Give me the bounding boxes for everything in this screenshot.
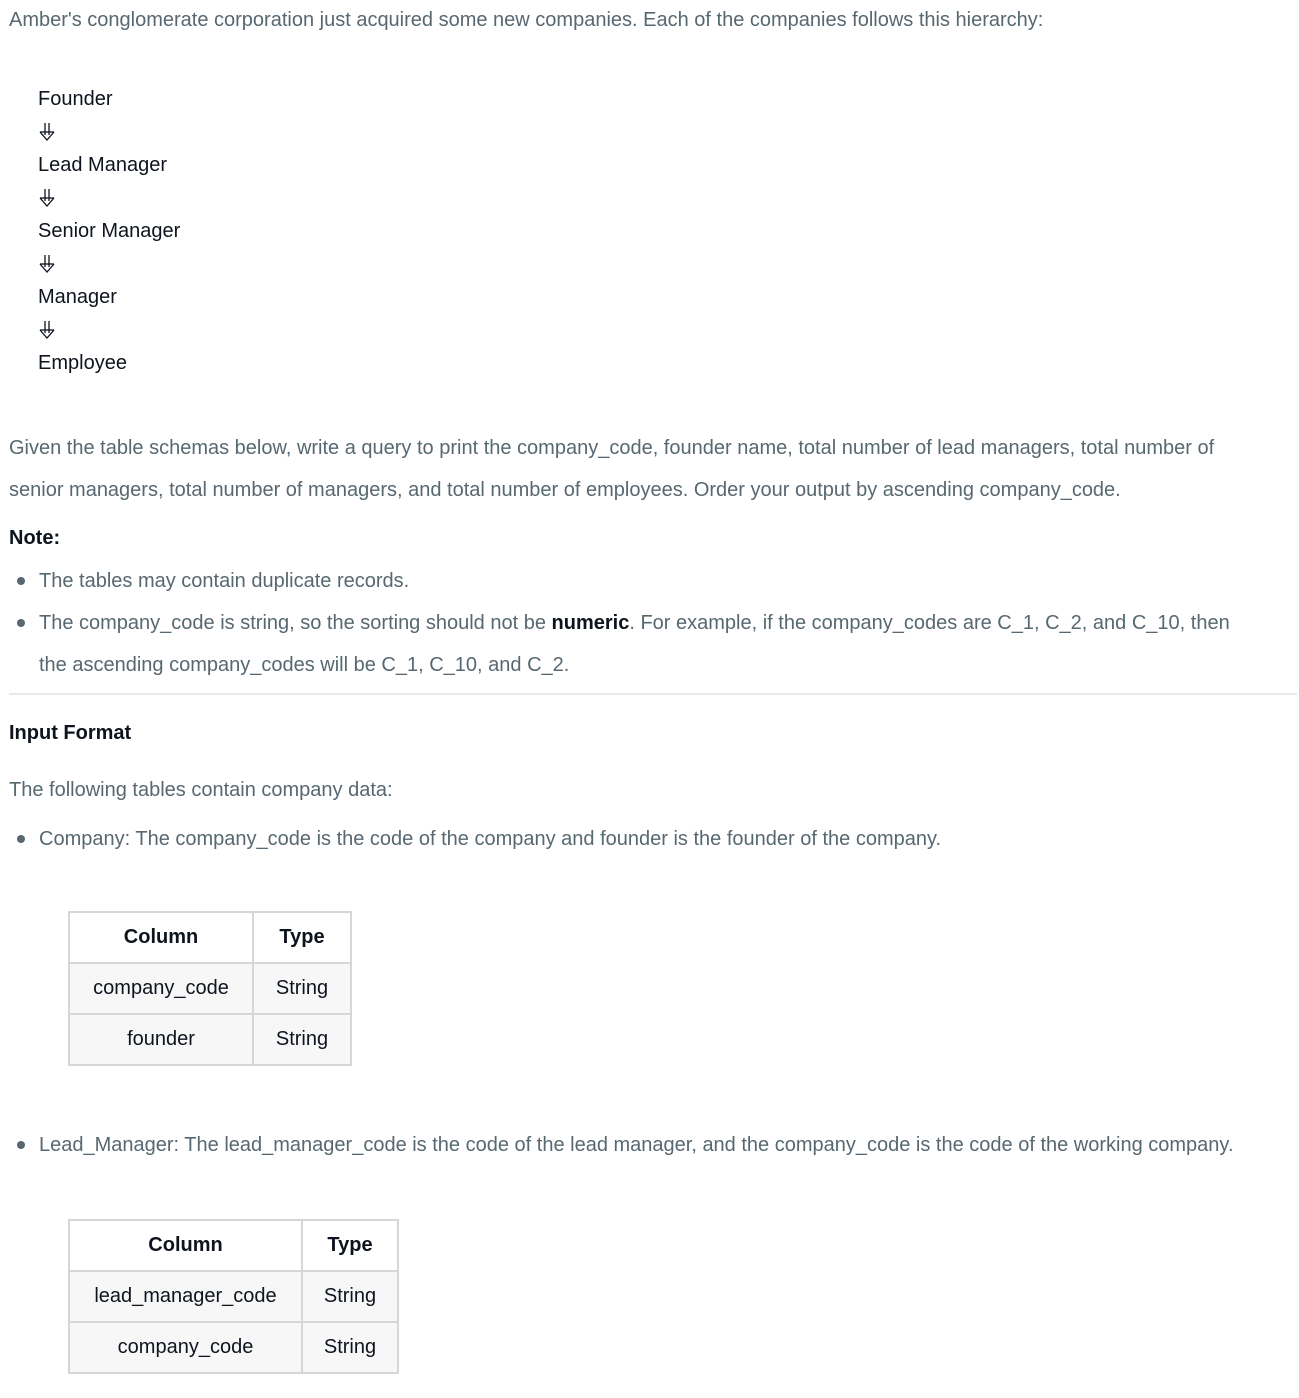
lead-manager-bullet-text: Lead_Manager: The lead_manager_code is the code of the lead manager, and the company_code is the code of the working company. [39,1134,1234,1156]
table-cell: company_code [69,1322,302,1373]
lead-manager-bullet [9,1124,1297,1166]
note-bullet-2-bold: numeric [551,612,630,634]
double-down-arrow-icon [37,122,57,142]
note-bullet-2-line2: the ascending company_codes will be C_1, C_10, and C_2. [39,654,570,676]
table-cell: company_code [69,963,253,1014]
company-bullet [9,818,1297,860]
table-header-type: Type [302,1220,398,1271]
table-row [69,1271,398,1322]
lead-manager-schema-table [68,1219,399,1374]
table-header-column: Column [69,1220,302,1271]
hierarchy-employee: Employee [38,352,127,374]
table-header-row [69,1220,398,1271]
note-bullet-1-text: The tables may contain duplicate records. [39,570,410,592]
table-cell: lead_manager_code [69,1271,302,1322]
task-line-2: senior managers, total number of managers, and total number of employees. Order your output by ascending company_code. [9,479,1121,501]
input-format-intro: The following tables contain company data: [9,779,393,801]
note-bullet-2-pre: The company_code is string, so the sorting should not be [39,612,552,634]
table-header-type: Type [253,912,351,963]
note-heading: Note: [9,527,61,549]
table-row [69,963,351,1014]
table-cell: String [302,1271,398,1322]
hierarchy-founder: Founder [38,88,113,110]
bullet-dot [17,619,25,627]
table-header-column: Column [69,912,253,963]
bullet-dot [17,835,25,843]
table-cell: String [253,963,351,1014]
note-bullet-duplicates [9,560,1297,602]
note-bullet-sorting [9,602,1297,686]
table-row [69,1014,351,1065]
note-bullet-2-post: . For example, if the company_codes are C_1, C_2, and C_10, then [629,612,1230,634]
company-bullet-text: Company: The company_code is the code of the company and founder is the founder of the company. [39,828,942,850]
input-format-heading: Input Format [9,722,132,744]
hierarchy-senior-manager: Senior Manager [38,220,181,242]
table-header-row [69,912,351,963]
double-down-arrow-icon [37,320,57,340]
bullet-dot [17,1141,25,1149]
hierarchy-manager: Manager [38,286,117,308]
table-row [69,1322,398,1373]
task-line-1: Given the table schemas below, write a query to print the company_code, founder name, total number of lead managers, total number of [9,437,1215,459]
section-divider [9,693,1297,695]
hierarchy-lead-manager: Lead Manager [38,154,167,176]
table-cell: String [253,1014,351,1065]
table-cell: founder [69,1014,253,1065]
task-paragraph [9,427,1295,511]
note-bullet-2-text [39,602,1297,644]
double-down-arrow-icon [37,254,57,274]
double-down-arrow-icon [37,188,57,208]
table-cell: String [302,1322,398,1373]
bullet-dot [17,577,25,585]
intro-text: Amber's conglomerate corporation just acquired some new companies. Each of the companies follows this hierarchy: [9,9,1044,31]
company-schema-table [68,911,352,1066]
